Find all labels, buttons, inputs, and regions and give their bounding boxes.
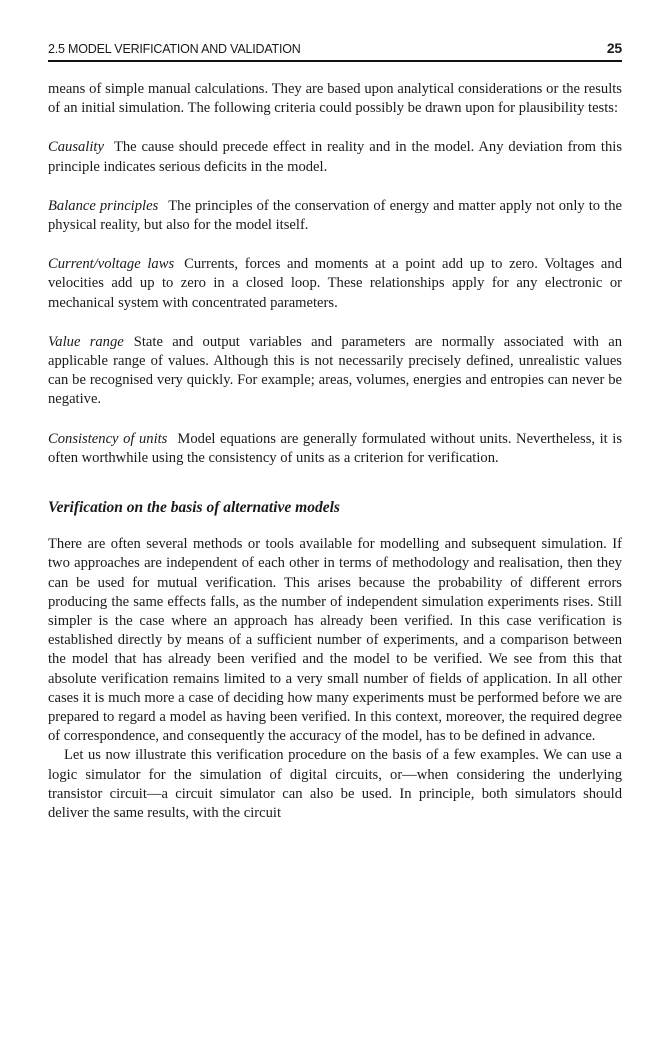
- criterion-term: Causality: [48, 139, 104, 156]
- criterion-term: Consistency of units: [48, 430, 168, 447]
- criterion-term: Current/voltage laws: [48, 256, 175, 273]
- running-head-section: 2.5 MODEL VERIFICATION AND VALIDATION: [48, 42, 301, 56]
- section-paragraph: Let us now illustrate this verification procedure on the basis of a few examples. We can use a logic simulator for the simulation of digital circuits, or—when considering the underlying transistor circuit—a circuit simulator can also be used. In principle, both simulators should deliver the same results, with the circuit: [48, 747, 622, 822]
- criterion-value-range: [48, 333, 622, 410]
- intro-paragraph: means of simple manual calculations. They are based upon analytical considerations or the results of an initial simulation. The following criteria could possibly be drawn upon for plausibility tests:: [48, 81, 622, 117]
- page-body: [48, 80, 622, 823]
- criterion-text: Model equations are generally formulated without units. Nevertheless, it is often worthwhile using the consistency of units as a criterion for verification.: [48, 430, 622, 466]
- criterion-term: Balance principles: [48, 197, 159, 214]
- criterion-text: The cause should precede effect in reality and in the model. Any deviation from this principle indicates serious deficits in the model.: [48, 139, 622, 175]
- criterion-text: The principles of the conservation of energy and matter apply not only to the physical reality, but also for the model itself.: [48, 197, 622, 234]
- section-heading: Verification on the basis of alternative models: [48, 499, 340, 517]
- criterion-term: Value range: [48, 333, 124, 350]
- criterion-text: Currents, forces and moments at a point add up to zero. Voltages and velocities add up to zero in a closed loop. These relationships apply for any electronic or mechanical system with concentrated parameters.: [48, 256, 622, 311]
- header-rule: [48, 60, 622, 62]
- criterion-causality: [48, 138, 622, 176]
- criterion-balance-principles: [48, 197, 622, 235]
- running-head: [48, 36, 622, 56]
- page-number: 25: [606, 40, 622, 56]
- criterion-text: State and output variables and parameters are normally associated with an applicable range of values. Although this is not necessarily precisely defined, unrealistic values can be recognised very quickly. For example; areas, volumes, energies and entropies can never be negative.: [48, 333, 622, 408]
- criterion-consistency-of-units: [48, 430, 622, 468]
- criterion-current-voltage-laws: [48, 255, 622, 313]
- section-paragraph: There are often several methods or tools available for modelling and subsequent simulation. If two approaches are independent of each other in terms of methodology and realisation, then they can be used for mutual verification. This arises because the probability of different errors producing the same effects falls, as the number of independent simulation experiments rises. Still simpler is the case where an approach has already been verified. In this case verification is established directly by means of a sufficient number of experiments, and a comparison between the model that has already been verified and the model to be verified. We see from this that absolute verification remains limited to a very small number of fields of application. In all other cases it is much more a case of deciding how many experiments must be performed before we are prepared to regard a model as having been verified. In this context, moreover, the required degree of correspondence, and consequently the accuracy of the model, has to be defined in advance.: [48, 536, 622, 745]
- book-page: [48, 36, 622, 823]
